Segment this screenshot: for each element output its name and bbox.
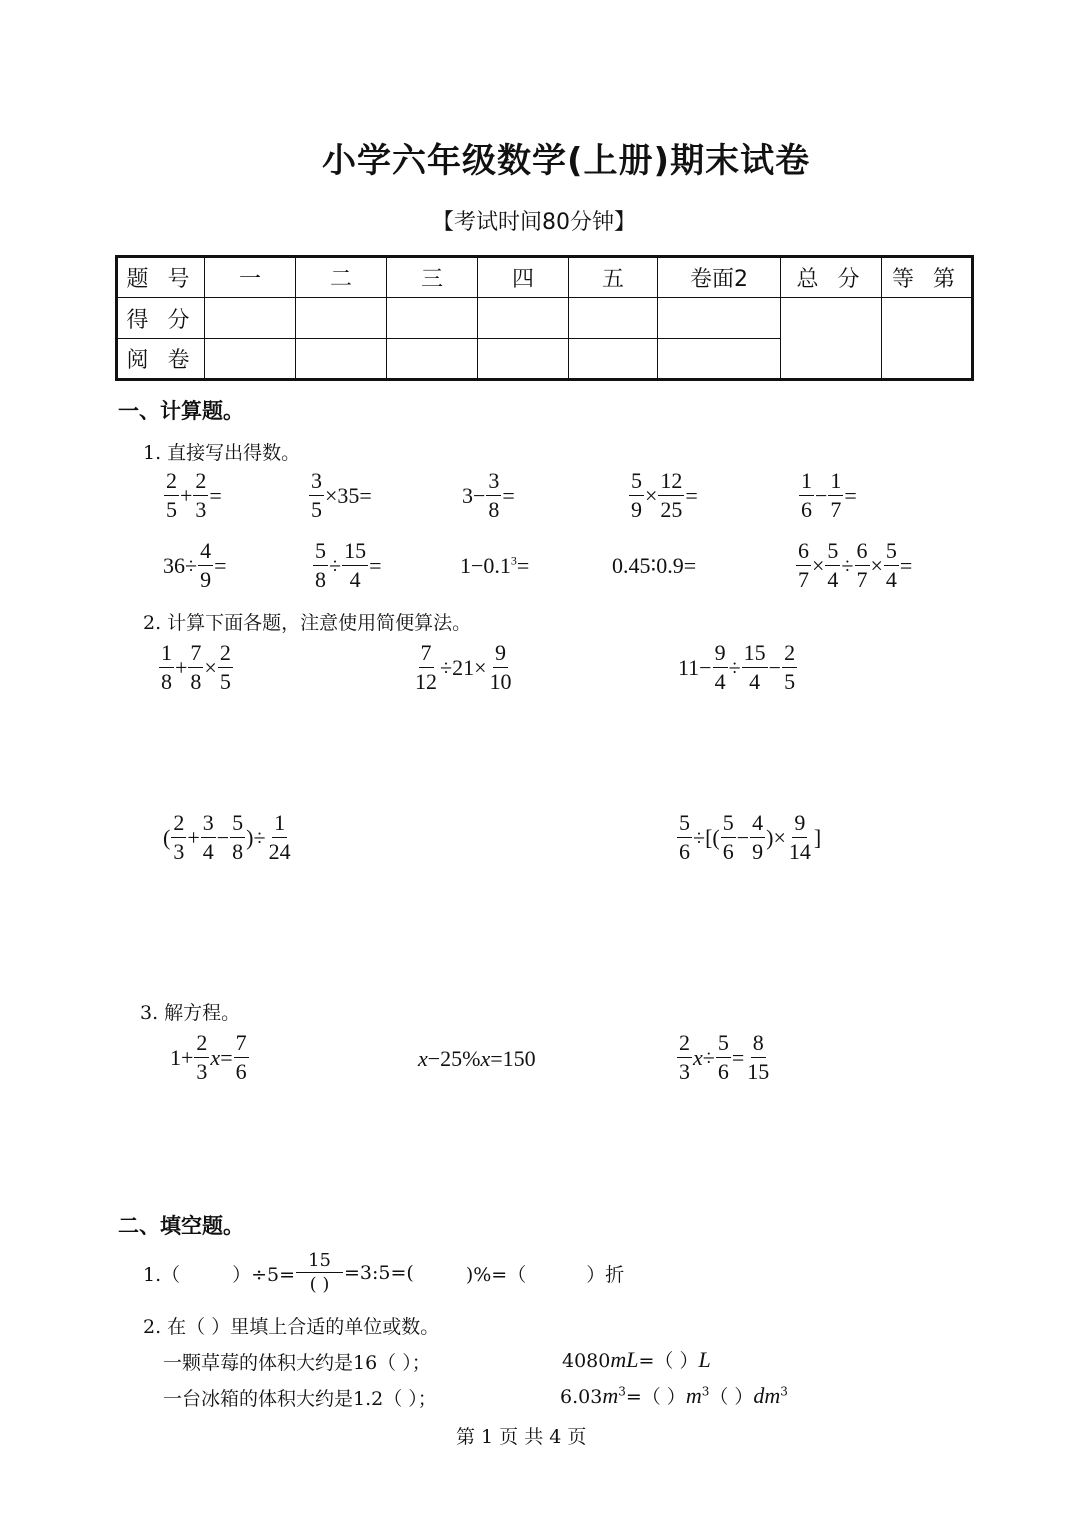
page-footer: 第 1 页 共 4 页 (456, 1426, 587, 1448)
score-cell (296, 298, 387, 339)
grade-cell (882, 298, 973, 380)
fill-line2-b: $6.03m^3=$（ ）$m^3$（ ）$dm^3$ (560, 1383, 788, 1408)
header-cell-3: 三 (387, 257, 478, 298)
score-cell (569, 298, 658, 339)
expr-1-1: $\frac{2}{5}$ + $\frac{2}{3}$ = (166, 468, 222, 522)
score-cell (658, 298, 781, 339)
expr-2-3: $1-0.1^3=$ (460, 553, 530, 578)
expr-2-5: $\frac{6}{7}$ × $\frac{5}{4}$ ÷ $\frac{6}{7}$ × $\frac{5}{4}$ = (798, 538, 913, 592)
fill-line2-a: 一台冰箱的体积大约是1.2（ ）； (163, 1388, 437, 1410)
equation-2: x−25%x=150 (418, 1046, 536, 1071)
calc-4: ( $\frac{2}{3}$ + $\frac{3}{4}$ − $\frac{5}{8}$ )÷ $\frac{1}{24}$ (163, 810, 291, 864)
score-cell (478, 298, 569, 339)
header-cell-number: 题 号 (117, 257, 205, 298)
header-cell-4: 四 (478, 257, 569, 298)
section1-q3: 3. 解方程。 (140, 1002, 241, 1024)
section2-heading: 二、填空题。 (118, 1214, 244, 1238)
expr-1-5: $\frac{1}{6}$ − $\frac{1}{7}$ = (801, 468, 857, 522)
header-cell-total: 总 分 (781, 257, 882, 298)
fill-q2: 2. 在（ ）里填上合适的单位或数。 (143, 1316, 440, 1338)
header-cell-1: 一 (205, 257, 296, 298)
calc-5: $\frac{5}{6}$ ÷[( $\frac{5}{6}$ − $\frac{4}{9}$ )× $\frac{9}{14}$ ] (679, 810, 822, 864)
expr-2-2: $\frac{5}{8}$ ÷ $\frac{15}{4}$ = (315, 538, 382, 592)
section1-q2: 2. 计算下面各题，注意使用简便算法。 (143, 612, 472, 634)
grader-cell (658, 339, 781, 380)
equation-1: 1+ $\frac{2}{3}$ x = $\frac{7}{6}$ (170, 1030, 247, 1084)
score-table (115, 255, 974, 381)
fill-line1-b: 4080mL=（ ）L (562, 1347, 711, 1372)
exam-time: 【考试时间80分钟】 (432, 210, 636, 235)
total-cell (781, 298, 882, 380)
header-cell-neatness: 卷面2 (658, 257, 781, 298)
grader-cell (387, 339, 478, 380)
page-title: 小学六年级数学(上册)期末试卷 (322, 141, 811, 181)
section1-q1: 1. 直接写出得数。 (143, 442, 301, 464)
row-label-grader: 阅 卷 (117, 339, 205, 380)
grader-cell (296, 339, 387, 380)
header-cell-2: 二 (296, 257, 387, 298)
score-cell (387, 298, 478, 339)
grader-cell (569, 339, 658, 380)
fill-line1-a: 一颗草莓的体积大约是16（ ）； (163, 1352, 431, 1374)
row-label-score: 得 分 (117, 298, 205, 339)
expr-1-4: $\frac{5}{9}$ × $\frac{12}{25}$ = (631, 468, 698, 522)
equation-3: $\frac{2}{3}$ x ÷ $\frac{5}{6}$ = $\frac{8}{15}$ (679, 1030, 770, 1084)
expr-1-3: 3− $\frac{3}{8}$ = (462, 468, 515, 522)
expr-2-1: 36÷ $\frac{4}{9}$ = (163, 538, 227, 592)
calc-3: 11− $\frac{9}{4}$ ÷ $\frac{15}{4}$ − $\frac{2}{5}$ (678, 640, 796, 694)
fill-q1: 1.（ ）÷5= $\frac{15}{( )}$ =3:5=( )%=（ ）折 (143, 1250, 625, 1295)
expr-1-2: $\frac{3}{5}$ ×35= (311, 468, 372, 522)
grader-cell (205, 339, 296, 380)
score-cell (205, 298, 296, 339)
calc-2: $\frac{7}{12}$ ÷21× $\frac{9}{10}$ (415, 640, 512, 694)
header-cell-5: 五 (569, 257, 658, 298)
section1-heading: 一、计算题。 (118, 399, 244, 423)
calc-1: $\frac{1}{8}$ + $\frac{7}{8}$ × $\frac{2}{5}$ (161, 640, 231, 694)
grader-cell (478, 339, 569, 380)
header-cell-grade: 等 第 (882, 257, 973, 298)
expr-2-4: 0.45∶0.9= (612, 553, 697, 578)
